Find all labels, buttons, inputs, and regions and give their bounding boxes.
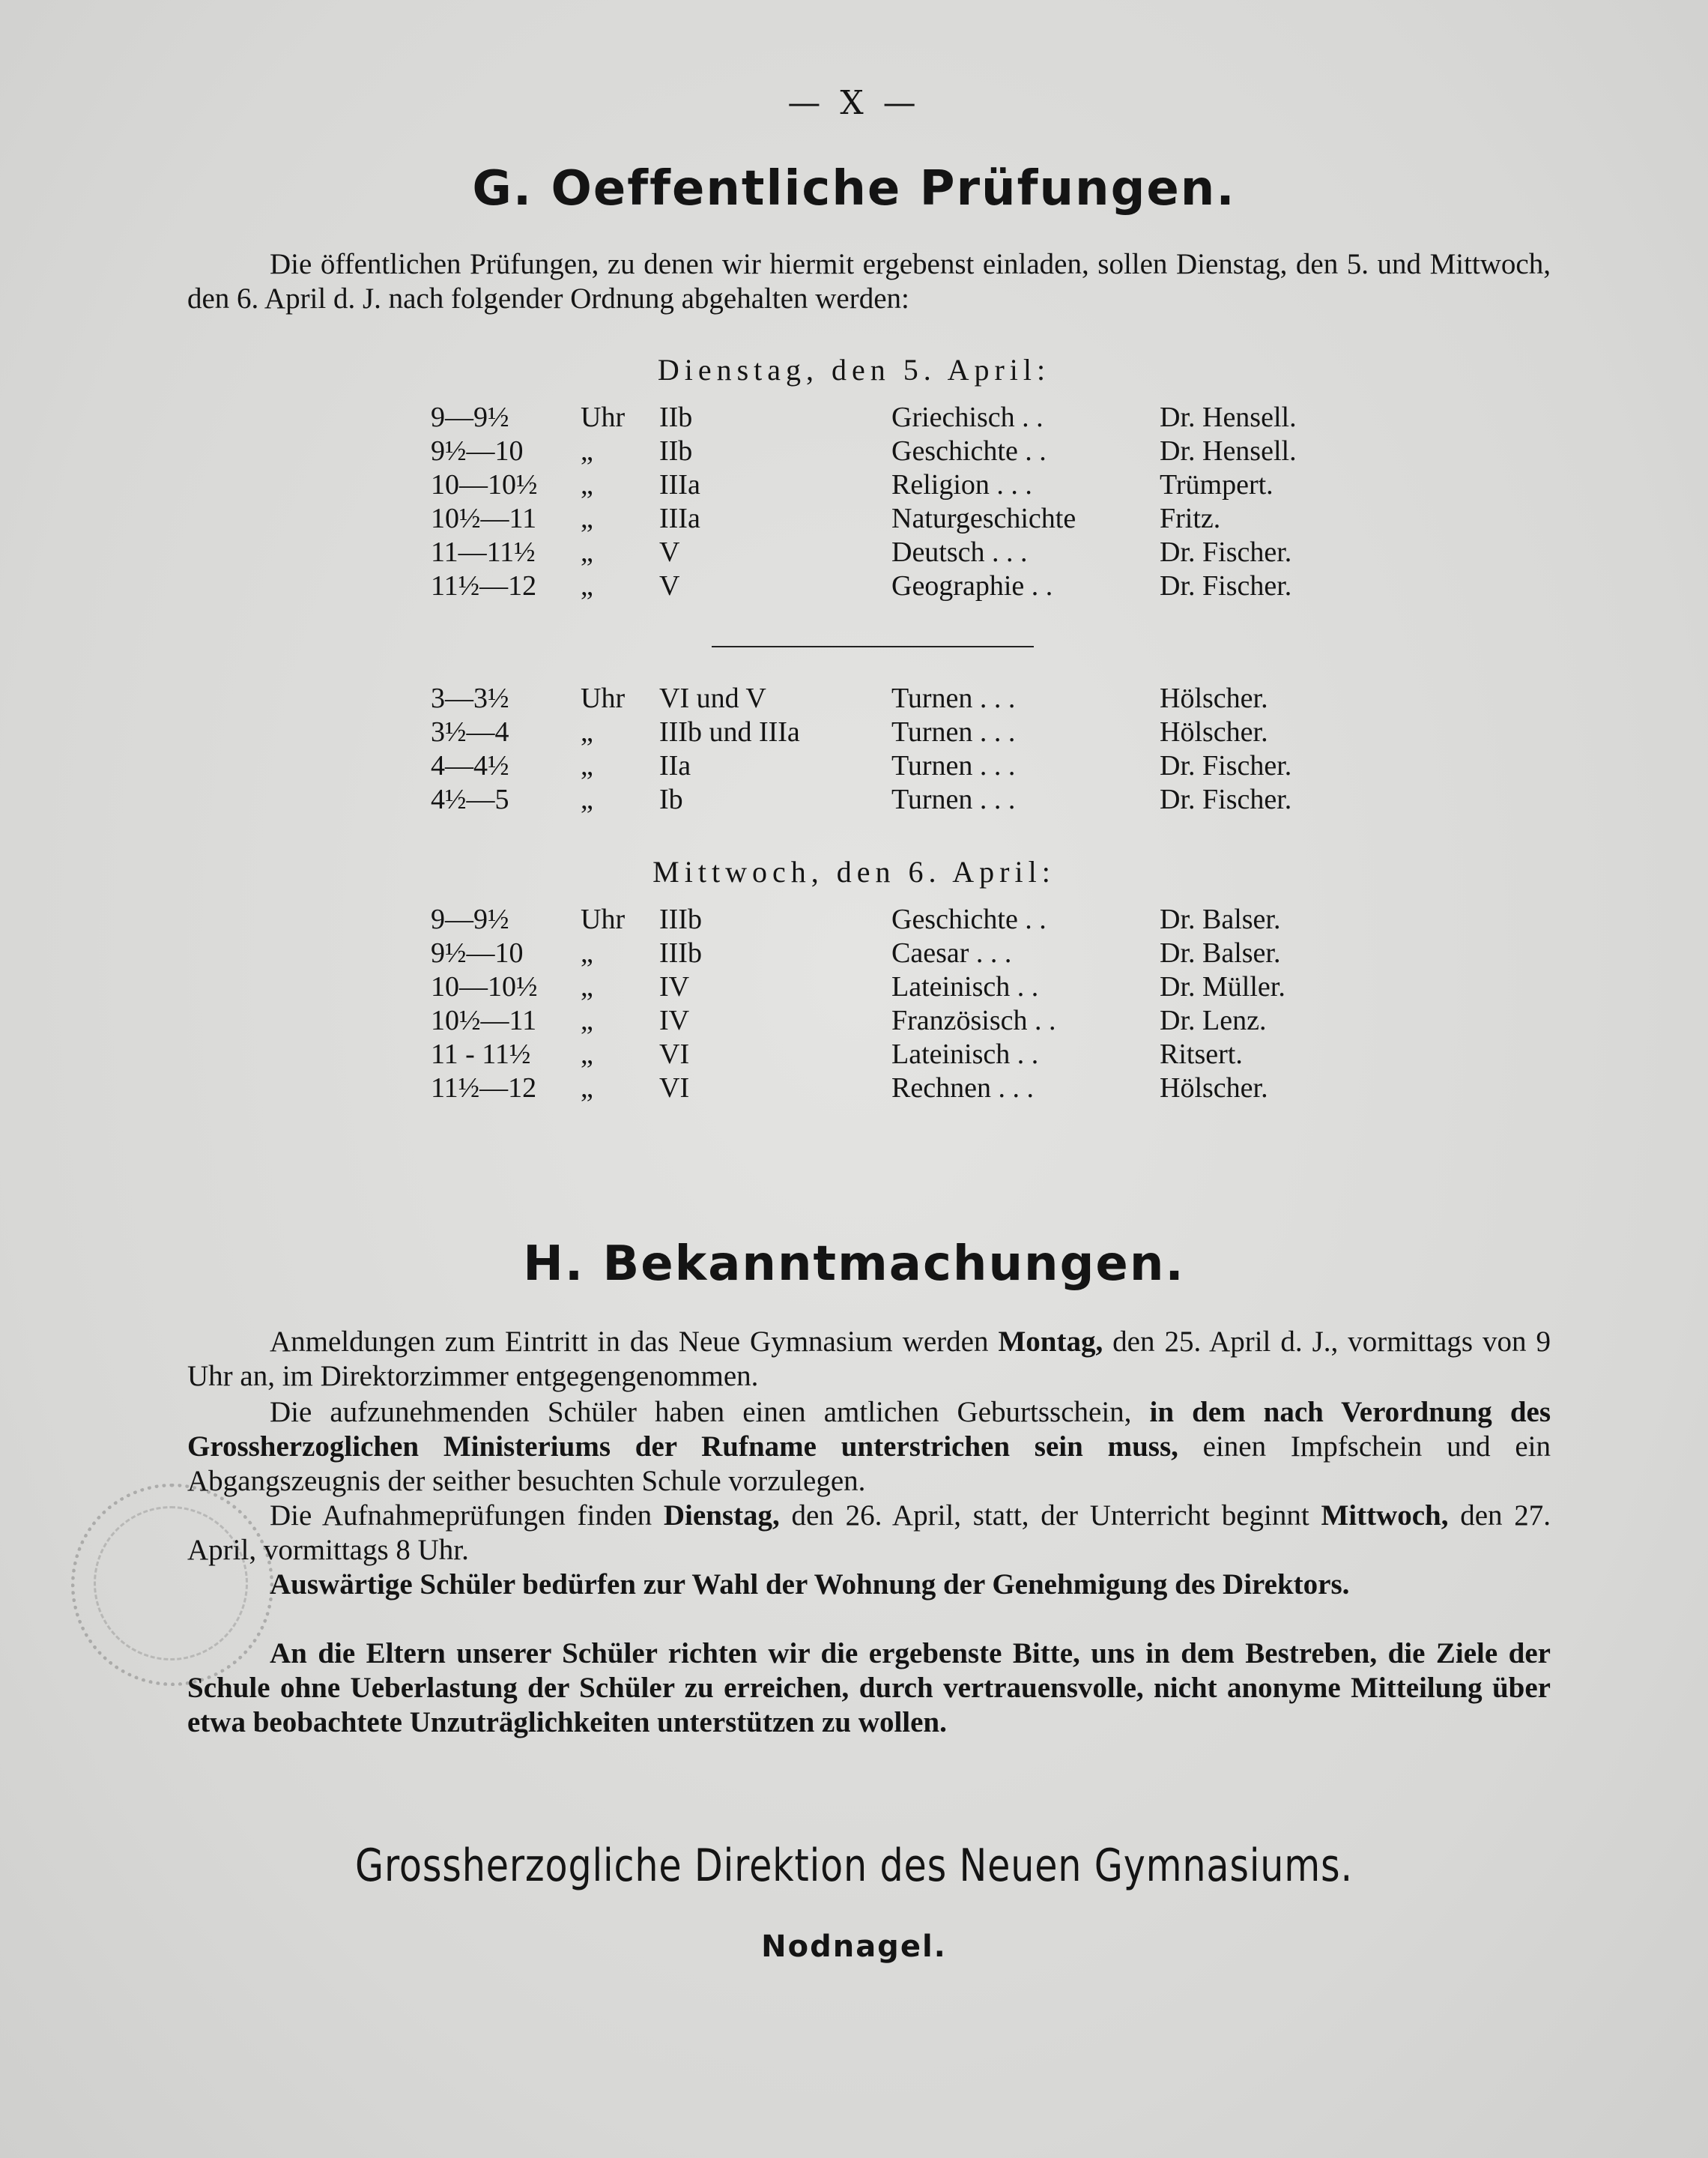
subject-cell: Lateinisch . . (891, 1039, 1039, 1070)
teacher-cell: Hölscher. (1160, 683, 1268, 714)
schedule-row (0, 716, 1708, 750)
uhr-cell: „ (581, 469, 593, 501)
time-cell: 10½—11 (431, 503, 537, 534)
tuesday-heading: Dienstag, den 5. April: (657, 353, 1051, 387)
schedule-row (0, 970, 1708, 1005)
schedule-row (0, 1072, 1708, 1106)
uhr-cell: „ (581, 435, 593, 467)
schedule-row (0, 937, 1708, 971)
text-bold: Mittwoch, (1321, 1499, 1449, 1532)
section-g-intro: Die öffentlichen Prüfungen, zu denen wir hiermit ergebenst einladen, sollen Dienstag, den 5. und Mittwoch, den 6. April d. J. nach folgender Ordnung abgehalten werden: (187, 248, 1551, 315)
schedule-row (0, 468, 1708, 503)
class-cell: VI (659, 1072, 690, 1104)
text-bold: Montag, (998, 1326, 1103, 1358)
paragraph-registration (187, 1325, 1551, 1394)
uhr-cell: Uhr (581, 683, 626, 714)
time-cell: 11—11½ (431, 537, 536, 568)
text: Die aufzunehmenden Schüler haben einen amtlichen Geburtsschein, (270, 1396, 1150, 1428)
class-cell: VI und V (659, 683, 766, 714)
text: den 27. April, vormittags 8 Uhr. (187, 1499, 1551, 1566)
uhr-cell: „ (581, 1005, 593, 1036)
schedule-row (0, 1038, 1708, 1072)
class-cell: IIIb (659, 937, 702, 969)
subject-cell: Deutsch . . . (891, 537, 1028, 568)
schedule-row (0, 536, 1708, 570)
text: Anmeldungen zum Eintritt in das Neue Gymnasium werden (270, 1326, 999, 1358)
text: den 25. April d. J., vormittags von 9 Uhr an, im Direktorzimmer entgegengenommen. (187, 1326, 1551, 1392)
schedule-divider (712, 646, 1034, 647)
uhr-cell: „ (581, 716, 593, 748)
class-cell: IIb (659, 435, 693, 467)
schedule-row (0, 749, 1708, 784)
subject-cell: Caesar . . . (891, 937, 1012, 969)
uhr-cell: „ (581, 503, 593, 534)
paragraph-parents: An die Eltern unserer Schüler richten wir die ergebenste Bitte, uns in dem Bestreben, die Ziele der Schule ohne Ueberlastung der Schüler zu erreichen, durch vertrauensvolle, nicht anonyme Mitteilung über etwa beobachtete Unzuträglichkeiten unterstützen zu wollen. (187, 1637, 1551, 1738)
teacher-cell: Dr. Fischer. (1160, 570, 1292, 602)
class-cell: IIIa (659, 503, 700, 534)
class-cell: IIIb (659, 904, 702, 935)
class-cell: IIIa (659, 469, 700, 501)
text-bold: in dem nach Verordnung des Grossherzoglichen Ministeriums der Rufname unterstrichen sein muss, (187, 1396, 1551, 1463)
schedule-row (0, 435, 1708, 469)
teacher-cell: Dr. Fischer. (1160, 750, 1292, 782)
time-cell: 11 - 11½ (431, 1039, 531, 1070)
class-cell: IIb (659, 402, 693, 433)
subject-cell: Turnen . . . (891, 784, 1016, 815)
subject-cell: Französisch . . (891, 1005, 1056, 1036)
signature-name: Nodnagel. (761, 1929, 947, 1964)
class-cell: VI (659, 1039, 690, 1070)
uhr-cell: „ (581, 750, 593, 782)
schedule-row (0, 1004, 1708, 1039)
section-h-title: H. Bekanntmachungen. (523, 1236, 1185, 1292)
schedule-row (0, 903, 1708, 937)
schedule-row (0, 682, 1708, 716)
teacher-cell: Dr. Balser. (1160, 937, 1281, 969)
subject-cell: Lateinisch . . (891, 971, 1039, 1003)
uhr-cell: Uhr (581, 904, 626, 935)
time-cell: 9—9½ (431, 904, 509, 935)
text-bold: Dienstag, (663, 1499, 780, 1532)
time-cell: 10—10½ (431, 469, 538, 501)
time-cell: 10—10½ (431, 971, 538, 1003)
time-cell: 3—3½ (431, 683, 509, 714)
teacher-cell: Dr. Hensell. (1160, 402, 1297, 433)
uhr-cell: „ (581, 1072, 593, 1104)
class-cell: V (659, 570, 680, 602)
uhr-cell: „ (581, 570, 593, 602)
subject-cell: Turnen . . . (891, 750, 1016, 782)
schedule-row (0, 569, 1708, 604)
teacher-cell: Dr. Fischer. (1160, 537, 1292, 568)
subject-cell: Turnen . . . (891, 716, 1016, 748)
uhr-cell: „ (581, 937, 593, 969)
page-number: — X — (787, 84, 921, 122)
teacher-cell: Trümpert. (1160, 469, 1274, 501)
teacher-cell: Dr. Lenz. (1160, 1005, 1267, 1036)
teacher-cell: Hölscher. (1160, 1072, 1268, 1104)
class-cell: IV (659, 971, 690, 1003)
time-cell: 10½—11 (431, 1005, 537, 1036)
class-cell: Ib (659, 784, 683, 815)
text: den 26. April, statt, der Unterricht beginnt (779, 1499, 1321, 1532)
time-cell: 11½—12 (431, 1072, 537, 1104)
subject-cell: Geschichte . . (891, 904, 1047, 935)
subject-cell: Naturgeschichte (891, 503, 1076, 534)
section-g-title: G. Oeffentliche Prüfungen. (472, 161, 1236, 217)
subject-cell: Geschichte . . (891, 435, 1047, 467)
teacher-cell: Fritz. (1160, 503, 1221, 534)
text: Die Aufnahmeprüfungen finden (270, 1499, 664, 1532)
time-cell: 4—4½ (431, 750, 509, 782)
teacher-cell: Dr. Müller. (1160, 971, 1285, 1003)
uhr-cell: „ (581, 537, 593, 568)
subject-cell: Geographie . . (891, 570, 1053, 602)
paragraph-exams (187, 1499, 1551, 1568)
class-cell: V (659, 537, 680, 568)
subject-cell: Turnen . . . (891, 683, 1016, 714)
signature-institution: Grossherzogliche Direktion des Neuen Gymnasiums. (355, 1840, 1353, 1892)
paragraph-documents (187, 1395, 1551, 1499)
time-cell: 9½—10 (431, 937, 524, 969)
schedule-row (0, 783, 1708, 817)
uhr-cell: „ (581, 784, 593, 815)
time-cell: 9—9½ (431, 402, 509, 433)
uhr-cell: Uhr (581, 402, 626, 433)
teacher-cell: Dr. Hensell. (1160, 435, 1297, 467)
uhr-cell: „ (581, 1039, 593, 1070)
teacher-cell: Dr. Balser. (1160, 904, 1281, 935)
schedule-row (0, 502, 1708, 537)
teacher-cell: Hölscher. (1160, 716, 1268, 748)
class-cell: IV (659, 1005, 690, 1036)
class-cell: IIIb und IIIa (659, 716, 800, 748)
time-cell: 4½—5 (431, 784, 509, 815)
teacher-cell: Dr. Fischer. (1160, 784, 1292, 815)
subject-cell: Rechnen . . . (891, 1072, 1034, 1104)
uhr-cell: „ (581, 971, 593, 1003)
time-cell: 11½—12 (431, 570, 537, 602)
wednesday-heading: Mittwoch, den 6. April: (652, 855, 1056, 889)
schedule-row (0, 401, 1708, 435)
class-cell: IIa (659, 750, 691, 782)
time-cell: 3½—4 (431, 716, 509, 748)
paragraph-housing: Auswärtige Schüler bedürfen zur Wahl der Wohnung der Genehmigung des Direktors. (270, 1568, 1350, 1601)
time-cell: 9½—10 (431, 435, 524, 467)
teacher-cell: Ritsert. (1160, 1039, 1243, 1070)
subject-cell: Religion . . . (891, 469, 1032, 501)
text: einen Impfschein und ein Abgangszeugnis der seither besuchten Schule vorzulegen. (187, 1430, 1551, 1497)
subject-cell: Griechisch . . (891, 402, 1044, 433)
